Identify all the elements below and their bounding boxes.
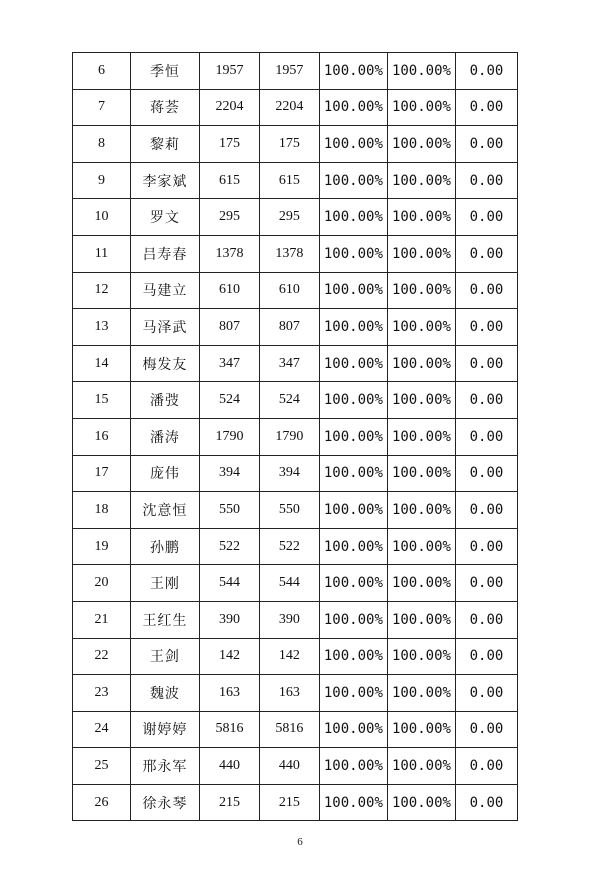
row-number-cell: 19 (73, 528, 131, 565)
value-2-cell: 5816 (259, 711, 319, 748)
difference-cell: 0.00 (455, 455, 517, 492)
percent-2-cell: 100.00% (387, 382, 455, 419)
value-2-cell: 163 (259, 675, 319, 712)
percent-2-cell: 100.00% (387, 675, 455, 712)
value-1-cell: 1957 (199, 53, 259, 90)
percent-1-cell: 100.00% (319, 528, 387, 565)
difference-cell: 0.00 (455, 528, 517, 565)
name-cell: 王刚 (130, 565, 199, 602)
percent-1-cell: 100.00% (319, 272, 387, 309)
percent-2-cell: 100.00% (387, 418, 455, 455)
percent-2-cell: 100.00% (387, 53, 455, 90)
percent-2-cell: 100.00% (387, 601, 455, 638)
name-cell: 庞伟 (130, 455, 199, 492)
value-2-cell: 347 (259, 345, 319, 382)
name-cell: 黎莉 (130, 126, 199, 163)
value-1-cell: 175 (199, 126, 259, 163)
value-2-cell: 544 (259, 565, 319, 602)
name-cell: 吕寿春 (130, 235, 199, 272)
row-number-cell: 24 (73, 711, 131, 748)
difference-cell: 0.00 (455, 53, 517, 90)
percent-1-cell: 100.00% (319, 565, 387, 602)
value-2-cell: 615 (259, 162, 319, 199)
value-1-cell: 524 (199, 382, 259, 419)
percent-2-cell: 100.00% (387, 528, 455, 565)
percent-2-cell: 100.00% (387, 784, 455, 821)
name-cell: 孙鹏 (130, 528, 199, 565)
percent-1-cell: 100.00% (319, 638, 387, 675)
value-2-cell: 215 (259, 784, 319, 821)
row-number-cell: 22 (73, 638, 131, 675)
table-row (73, 601, 518, 638)
difference-cell: 0.00 (455, 235, 517, 272)
value-2-cell: 524 (259, 382, 319, 419)
row-number-cell: 25 (73, 748, 131, 785)
value-1-cell: 522 (199, 528, 259, 565)
difference-cell: 0.00 (455, 565, 517, 602)
value-2-cell: 610 (259, 272, 319, 309)
row-number-cell: 21 (73, 601, 131, 638)
row-number-cell: 6 (73, 53, 131, 90)
table-row (73, 162, 518, 199)
row-number-cell: 13 (73, 309, 131, 346)
difference-cell: 0.00 (455, 418, 517, 455)
value-1-cell: 2204 (199, 89, 259, 126)
table-row (73, 418, 518, 455)
percent-1-cell: 100.00% (319, 199, 387, 236)
name-cell: 梅发友 (130, 345, 199, 382)
percent-2-cell: 100.00% (387, 711, 455, 748)
data-table (72, 52, 518, 821)
name-cell: 潘涛 (130, 418, 199, 455)
row-number-cell: 8 (73, 126, 131, 163)
table-row (73, 565, 518, 602)
row-number-cell: 14 (73, 345, 131, 382)
percent-1-cell: 100.00% (319, 492, 387, 529)
name-cell: 季恒 (130, 53, 199, 90)
difference-cell: 0.00 (455, 199, 517, 236)
value-2-cell: 807 (259, 309, 319, 346)
row-number-cell: 18 (73, 492, 131, 529)
name-cell: 王剑 (130, 638, 199, 675)
name-cell: 谢婷婷 (130, 711, 199, 748)
difference-cell: 0.00 (455, 601, 517, 638)
row-number-cell: 20 (73, 565, 131, 602)
value-1-cell: 610 (199, 272, 259, 309)
name-cell: 蒋荟 (130, 89, 199, 126)
value-2-cell: 550 (259, 492, 319, 529)
value-1-cell: 142 (199, 638, 259, 675)
value-1-cell: 544 (199, 565, 259, 602)
difference-cell: 0.00 (455, 638, 517, 675)
value-2-cell: 1957 (259, 53, 319, 90)
value-2-cell: 2204 (259, 89, 319, 126)
percent-2-cell: 100.00% (387, 638, 455, 675)
row-number-cell: 17 (73, 455, 131, 492)
name-cell: 马泽武 (130, 309, 199, 346)
table-row (73, 638, 518, 675)
percent-2-cell: 100.00% (387, 309, 455, 346)
percent-2-cell: 100.00% (387, 126, 455, 163)
value-2-cell: 1378 (259, 235, 319, 272)
row-number-cell: 15 (73, 382, 131, 419)
percent-1-cell: 100.00% (319, 53, 387, 90)
value-2-cell: 440 (259, 748, 319, 785)
difference-cell: 0.00 (455, 492, 517, 529)
difference-cell: 0.00 (455, 382, 517, 419)
percent-2-cell: 100.00% (387, 492, 455, 529)
difference-cell: 0.00 (455, 89, 517, 126)
page-number: 6 (297, 836, 303, 848)
percent-2-cell: 100.00% (387, 199, 455, 236)
table-row (73, 199, 518, 236)
name-cell: 马建立 (130, 272, 199, 309)
table-row (73, 53, 518, 90)
percent-1-cell: 100.00% (319, 675, 387, 712)
difference-cell: 0.00 (455, 345, 517, 382)
value-1-cell: 295 (199, 199, 259, 236)
table-row (73, 784, 518, 821)
difference-cell: 0.00 (455, 162, 517, 199)
percent-1-cell: 100.00% (319, 382, 387, 419)
table-row (73, 675, 518, 712)
table-row (73, 235, 518, 272)
value-1-cell: 347 (199, 345, 259, 382)
value-2-cell: 522 (259, 528, 319, 565)
percent-2-cell: 100.00% (387, 89, 455, 126)
table-body (73, 53, 518, 821)
value-2-cell: 394 (259, 455, 319, 492)
percent-1-cell: 100.00% (319, 418, 387, 455)
table-row (73, 345, 518, 382)
value-1-cell: 1378 (199, 235, 259, 272)
value-1-cell: 440 (199, 748, 259, 785)
percent-1-cell: 100.00% (319, 89, 387, 126)
percent-2-cell: 100.00% (387, 272, 455, 309)
row-number-cell: 9 (73, 162, 131, 199)
table-row (73, 455, 518, 492)
value-1-cell: 615 (199, 162, 259, 199)
row-number-cell: 7 (73, 89, 131, 126)
table-row (73, 382, 518, 419)
value-1-cell: 1790 (199, 418, 259, 455)
percent-1-cell: 100.00% (319, 162, 387, 199)
percent-2-cell: 100.00% (387, 162, 455, 199)
row-number-cell: 11 (73, 235, 131, 272)
difference-cell: 0.00 (455, 784, 517, 821)
difference-cell: 0.00 (455, 309, 517, 346)
row-number-cell: 10 (73, 199, 131, 236)
value-2-cell: 1790 (259, 418, 319, 455)
value-2-cell: 295 (259, 199, 319, 236)
difference-cell: 0.00 (455, 675, 517, 712)
value-1-cell: 550 (199, 492, 259, 529)
name-cell: 罗文 (130, 199, 199, 236)
value-1-cell: 5816 (199, 711, 259, 748)
name-cell: 沈意恒 (130, 492, 199, 529)
value-2-cell: 142 (259, 638, 319, 675)
table-row (73, 89, 518, 126)
percent-2-cell: 100.00% (387, 345, 455, 382)
percent-1-cell: 100.00% (319, 235, 387, 272)
table-row (73, 748, 518, 785)
value-2-cell: 175 (259, 126, 319, 163)
value-2-cell: 390 (259, 601, 319, 638)
difference-cell: 0.00 (455, 711, 517, 748)
row-number-cell: 12 (73, 272, 131, 309)
difference-cell: 0.00 (455, 272, 517, 309)
percent-1-cell: 100.00% (319, 455, 387, 492)
percent-2-cell: 100.00% (387, 565, 455, 602)
row-number-cell: 26 (73, 784, 131, 821)
name-cell: 潘弢 (130, 382, 199, 419)
name-cell: 邢永军 (130, 748, 199, 785)
value-1-cell: 390 (199, 601, 259, 638)
difference-cell: 0.00 (455, 748, 517, 785)
table-row (73, 309, 518, 346)
percent-1-cell: 100.00% (319, 345, 387, 382)
percent-1-cell: 100.00% (319, 601, 387, 638)
percent-1-cell: 100.00% (319, 309, 387, 346)
value-1-cell: 215 (199, 784, 259, 821)
name-cell: 王红生 (130, 601, 199, 638)
row-number-cell: 23 (73, 675, 131, 712)
row-number-cell: 16 (73, 418, 131, 455)
table-row (73, 711, 518, 748)
value-1-cell: 394 (199, 455, 259, 492)
difference-cell: 0.00 (455, 126, 517, 163)
percent-2-cell: 100.00% (387, 748, 455, 785)
name-cell: 徐永琴 (130, 784, 199, 821)
percent-1-cell: 100.00% (319, 126, 387, 163)
name-cell: 李家斌 (130, 162, 199, 199)
percent-1-cell: 100.00% (319, 784, 387, 821)
table-row (73, 272, 518, 309)
table-row (73, 126, 518, 163)
value-1-cell: 807 (199, 309, 259, 346)
table-row (73, 492, 518, 529)
table-row (73, 528, 518, 565)
value-1-cell: 163 (199, 675, 259, 712)
percent-2-cell: 100.00% (387, 455, 455, 492)
name-cell: 魏波 (130, 675, 199, 712)
percent-2-cell: 100.00% (387, 235, 455, 272)
percent-1-cell: 100.00% (319, 748, 387, 785)
percent-1-cell: 100.00% (319, 711, 387, 748)
